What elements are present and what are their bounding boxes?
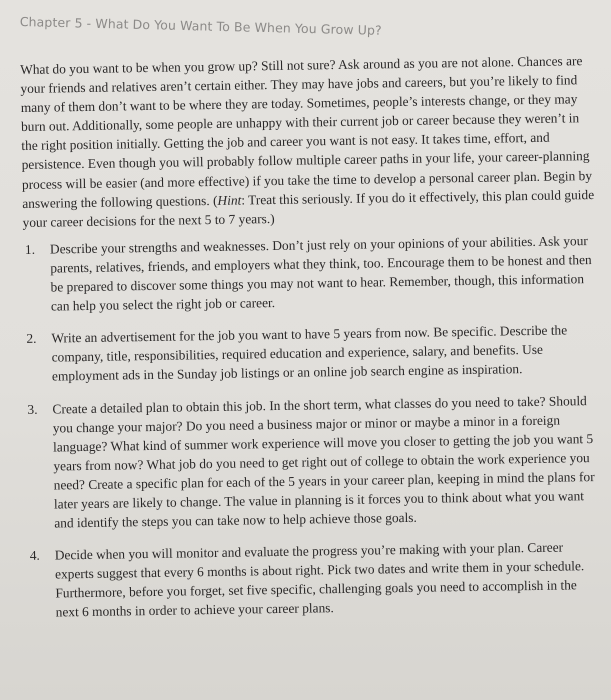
question-number: 4.: [29, 547, 40, 564]
intro-text: What do you want to be when you grow up? Still not sure? Ask around as you are not alone. Chances are your friends and relatives aren’t certain either. They may have jobs and careers, but you’re likely to find many of them don’t want to be where they are today. Sometimes, people’s interests change, or they may burn out. Additionally, some people are unhappy with their current job or career because they weren’t in the right position initially. Getting the job and career you want is not easy. It takes time, effort, and persistence. Even though you will probably follow multiple career paths in your life, your career-planning process will be easier (and more effective) if you take the time to develop a personal career plan. Begin by answering the following questions. (: [20, 53, 593, 211]
question-item-1: [23, 231, 596, 316]
question-item-2: [24, 320, 597, 386]
chapter-header: Chapter 5 - What Do You Want To Be When You Grow Up?: [19, 14, 382, 38]
question-text: Create a detailed plan to obtain this job. In the short term, what classes do you need to take? Should you change your major? Do you need a business major or minor or maybe a minor in a foreign language? What kind of summer work experience will move you closer to getting the job you want 5 years from now? What job do you need to get right out of college to obtain the work experience you need? Create a specific plan for each of the 5 years in your career plan, keeping in mind the plans for later years are likely to change. The value in planning is it forces you to think about what you want and identify the steps you can take now to help achieve those goals.: [52, 392, 595, 531]
question-item-3: [25, 390, 599, 533]
question-item-4: [28, 537, 601, 622]
question-text: Describe your strengths and weaknesses. Don’t just rely on your opinions of your abilities. Ask your parents, relatives, friends, and employers what they think, too. Encourage them to be honest and then be prepared to discover some things you may not want to hear. Remember, though, this information can help you select the right job or career.: [49, 232, 592, 314]
question-list: [23, 231, 601, 623]
question-number: 2.: [26, 330, 37, 347]
intro-hint-text: : Treat this seriously. If you do it effectively, this plan could guide your career decisions for the next 5 to 7 years.): [22, 186, 595, 230]
question-number: 1.: [24, 241, 36, 257]
question-number: 3.: [27, 401, 38, 417]
page-content: [20, 51, 601, 635]
question-text: Write an advertisement for the job you want to have 5 years from now. Be specific. Describe the company, title, responsibilities, required education and experience, salary, and benefits. Use employment ads in the Sunday job listings or an online job search engine as inspiration.: [51, 322, 568, 384]
hint-label: Hint: [217, 192, 242, 208]
question-text: Decide when you will monitor and evaluate the progress you’re making with your plan. Career experts suggest that every 6 months is about right. Pick two dates and write them in your schedule. Furthermore, before you forget, set five specific, challenging goals you need to accomplish in the next 6 months in order to achieve your career plans.: [54, 539, 585, 620]
intro-paragraph: [20, 51, 595, 232]
